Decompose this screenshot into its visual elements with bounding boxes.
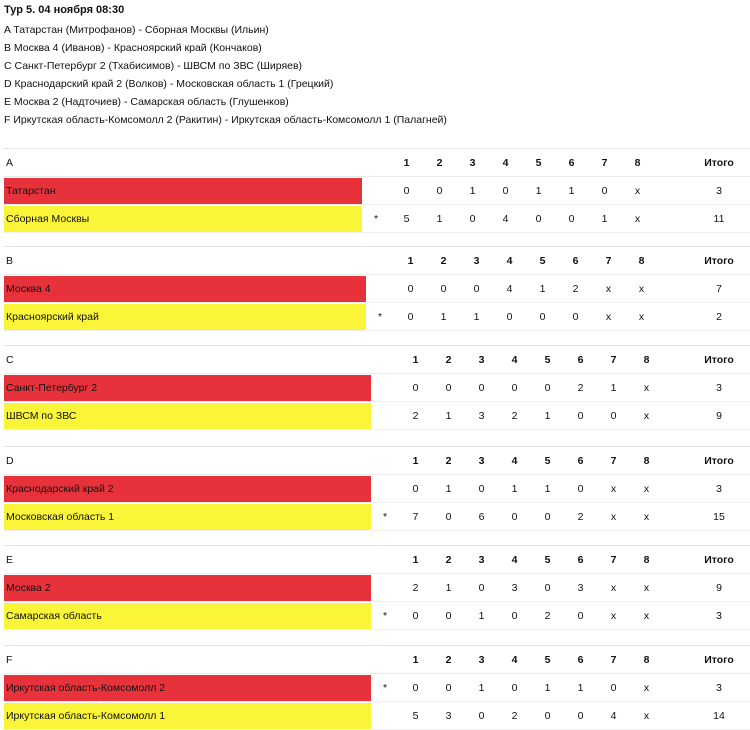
column-header-5: 5 (544, 653, 551, 666)
column-header-1: 1 (412, 454, 419, 467)
score-cell: 0 (445, 609, 452, 622)
score-cell: 4 (506, 282, 513, 295)
team-total: 11 (713, 212, 725, 225)
team-name-cell (4, 475, 371, 502)
score-cell: 0 (535, 212, 542, 225)
column-header-2: 2 (436, 156, 443, 169)
score-cell: 0 (445, 510, 452, 523)
score-cell: x (605, 282, 612, 295)
score-cell: 0 (440, 282, 447, 295)
team-name-cell (4, 402, 371, 429)
table-letter: C (6, 353, 14, 366)
score-cell: 0 (577, 709, 584, 722)
score-cell: 2 (511, 709, 518, 722)
score-cell: 0 (445, 681, 452, 694)
score-cell: 1 (610, 381, 617, 394)
team-name: Московская область 1 (4, 504, 371, 530)
score-cell: 1 (577, 681, 584, 694)
table-letter-cell (4, 646, 371, 673)
team-total: 3 (716, 482, 722, 495)
column-header-8: 8 (643, 553, 650, 566)
score-cell: x (610, 482, 617, 495)
score-cell: x (605, 310, 612, 323)
score-cell: x (643, 482, 650, 495)
column-header-5: 5 (539, 254, 546, 267)
score-cell: 0 (506, 310, 513, 323)
team-row (4, 475, 750, 503)
team-name: Татарстан (4, 178, 362, 204)
column-header-3: 3 (478, 653, 485, 666)
score-cell: 0 (610, 409, 617, 422)
first-move-marker: * (382, 510, 388, 523)
table-header-row (4, 346, 750, 374)
column-header-2: 2 (445, 653, 452, 666)
table-header-row (4, 149, 750, 177)
team-total: 15 (713, 510, 725, 523)
score-cell: 0 (544, 709, 551, 722)
column-header-4: 4 (511, 553, 518, 566)
score-cell: 0 (610, 681, 617, 694)
team-total: 3 (716, 184, 722, 197)
score-cell: 1 (478, 681, 485, 694)
score-cell: 0 (511, 609, 518, 622)
score-table-b (4, 246, 750, 331)
column-header-6: 6 (577, 653, 584, 666)
score-cell: 7 (412, 510, 419, 523)
score-cell: 0 (539, 310, 546, 323)
team-name: Иркутская область-Комсомолл 1 (4, 703, 371, 729)
score-cell: 0 (407, 282, 414, 295)
column-header-7: 7 (610, 454, 617, 467)
score-cell: 0 (478, 482, 485, 495)
score-cell: x (643, 681, 650, 694)
team-row (4, 205, 750, 233)
team-name: Краснодарский край 2 (4, 476, 371, 502)
score-cell: 1 (601, 212, 608, 225)
team-name-cell (4, 574, 371, 601)
team-total: 9 (716, 581, 722, 594)
score-table-a (4, 148, 750, 233)
score-cell: x (643, 409, 650, 422)
score-table-d (4, 446, 750, 531)
score-cell: 0 (469, 212, 476, 225)
table-letter: F (6, 653, 13, 666)
total-column-header: Итого (704, 156, 734, 169)
score-cell: 2 (412, 409, 419, 422)
column-header-2: 2 (445, 454, 452, 467)
first-move-marker: * (382, 609, 388, 622)
score-cell: 1 (544, 409, 551, 422)
score-cell: 1 (535, 184, 542, 197)
round-title: Тур 5. 04 ноября 08:30 (4, 4, 125, 16)
score-cell: 0 (544, 510, 551, 523)
score-cell: 0 (478, 581, 485, 594)
team-name: Красноярский край (4, 304, 366, 330)
table-letter: D (6, 454, 14, 467)
table-letter-cell (4, 346, 371, 373)
score-cell: 3 (445, 709, 452, 722)
score-cell: 0 (577, 609, 584, 622)
score-cell: 1 (445, 581, 452, 594)
score-cell: 0 (601, 184, 608, 197)
score-cell: 3 (478, 409, 485, 422)
match-line-c: C Санкт-Петербург 2 (Тхабисимов) - ШВСМ по ЗВС (Ширяев) (4, 60, 303, 72)
column-header-5: 5 (535, 156, 542, 169)
column-header-4: 4 (506, 254, 513, 267)
team-row (4, 303, 750, 331)
column-header-1: 1 (407, 254, 414, 267)
score-cell: 1 (445, 409, 452, 422)
score-cell: 0 (407, 310, 414, 323)
score-cell: 1 (539, 282, 546, 295)
team-total: 3 (716, 681, 722, 694)
column-header-4: 4 (511, 653, 518, 666)
column-header-7: 7 (605, 254, 612, 267)
column-header-8: 8 (634, 156, 641, 169)
score-cell: x (634, 212, 641, 225)
table-letter-cell (4, 546, 371, 573)
score-cell: x (643, 381, 650, 394)
score-cell: 1 (445, 482, 452, 495)
score-cell: 0 (412, 482, 419, 495)
score-cell: x (610, 510, 617, 523)
match-line-a: A Татарстан (Митрофанов) - Сборная Москвы (Ильин) (4, 24, 269, 36)
score-cell: 2 (577, 510, 584, 523)
table-letter: A (6, 156, 14, 169)
team-total: 3 (716, 381, 722, 394)
score-cell: 0 (511, 381, 518, 394)
score-cell: 3 (511, 581, 518, 594)
team-row (4, 574, 750, 602)
score-cell: x (634, 184, 641, 197)
table-header-row (4, 646, 750, 674)
column-header-2: 2 (440, 254, 447, 267)
column-header-3: 3 (478, 553, 485, 566)
team-name-cell (4, 374, 371, 401)
score-cell: 0 (577, 409, 584, 422)
score-cell: 1 (440, 310, 447, 323)
column-header-1: 1 (412, 653, 419, 666)
column-header-5: 5 (544, 353, 551, 366)
score-table-c (4, 345, 750, 430)
total-column-header: Итого (704, 653, 734, 666)
match-line-e: E Москва 2 (Надточиев) - Самарская область (Глушенков) (4, 96, 289, 108)
first-move-marker: * (382, 681, 388, 694)
score-cell: 1 (436, 212, 443, 225)
score-cell: 6 (478, 510, 485, 523)
column-header-4: 4 (511, 454, 518, 467)
score-cell: 0 (403, 184, 410, 197)
score-cell: 0 (473, 282, 480, 295)
column-header-6: 6 (572, 254, 579, 267)
match-line-d: D Краснодарский край 2 (Волков) - Московская область 1 (Грецкий) (4, 78, 334, 90)
score-cell: x (643, 581, 650, 594)
total-column-header: Итого (704, 454, 734, 467)
score-cell: 2 (577, 381, 584, 394)
score-cell: 3 (577, 581, 584, 594)
first-move-marker: * (373, 212, 379, 225)
score-cell: 0 (478, 709, 485, 722)
team-row (4, 402, 750, 430)
team-name: ШВСМ по ЗВС (4, 403, 371, 429)
column-header-2: 2 (445, 353, 452, 366)
team-total: 14 (713, 709, 725, 722)
team-name: Иркутская область-Комсомолл 2 (4, 675, 371, 701)
team-row (4, 177, 750, 205)
score-cell: x (643, 709, 650, 722)
match-line-b: B Москва 4 (Иванов) - Красноярский край (Кончаков) (4, 42, 262, 54)
total-column-header: Итого (704, 254, 734, 267)
score-cell: 1 (469, 184, 476, 197)
score-cell: 0 (568, 212, 575, 225)
score-cell: 0 (412, 609, 419, 622)
team-total: 2 (716, 310, 722, 323)
column-header-6: 6 (577, 353, 584, 366)
column-header-8: 8 (643, 454, 650, 467)
team-total: 7 (716, 282, 722, 295)
score-cell: 0 (572, 310, 579, 323)
team-row (4, 275, 750, 303)
column-header-6: 6 (577, 454, 584, 467)
column-header-6: 6 (568, 156, 575, 169)
team-name-cell (4, 674, 371, 701)
column-header-5: 5 (544, 553, 551, 566)
column-header-4: 4 (502, 156, 509, 169)
table-letter: B (6, 254, 14, 267)
column-header-6: 6 (577, 553, 584, 566)
score-cell: 1 (544, 681, 551, 694)
team-row (4, 702, 750, 730)
score-cell: 5 (403, 212, 410, 225)
first-move-marker: * (377, 310, 383, 323)
score-cell: 0 (577, 482, 584, 495)
score-cell: 2 (544, 609, 551, 622)
column-header-7: 7 (610, 653, 617, 666)
column-header-8: 8 (643, 653, 650, 666)
score-table-e (4, 545, 750, 630)
score-cell: 2 (412, 581, 419, 594)
column-header-3: 3 (473, 254, 480, 267)
score-cell: 1 (544, 482, 551, 495)
team-row (4, 602, 750, 630)
score-cell: 0 (511, 681, 518, 694)
score-cell: 5 (412, 709, 419, 722)
score-cell: 1 (473, 310, 480, 323)
column-header-7: 7 (610, 553, 617, 566)
team-name-cell (4, 275, 366, 302)
column-header-8: 8 (643, 353, 650, 366)
team-name: Санкт-Петербург 2 (4, 375, 371, 401)
column-header-7: 7 (610, 353, 617, 366)
table-letter: E (6, 553, 14, 566)
score-cell: 0 (436, 184, 443, 197)
column-header-1: 1 (412, 353, 419, 366)
column-header-5: 5 (544, 454, 551, 467)
round-header (0, 0, 750, 129)
score-cell: 2 (572, 282, 579, 295)
team-name: Москва 4 (4, 276, 366, 302)
column-header-2: 2 (445, 553, 452, 566)
table-header-row (4, 546, 750, 574)
team-row (4, 503, 750, 531)
score-cell: x (610, 609, 617, 622)
column-header-3: 3 (469, 156, 476, 169)
score-cell: x (643, 510, 650, 523)
score-cell: x (638, 282, 645, 295)
team-name: Сборная Москвы (4, 206, 362, 232)
total-column-header: Итого (704, 353, 734, 366)
score-cell: 0 (544, 581, 551, 594)
score-cell: 0 (412, 381, 419, 394)
score-table-f (4, 645, 750, 730)
score-cell: 0 (544, 381, 551, 394)
match-line-f: F Иркутская область-Комсомолл 2 (Ракитин) - Иркутская область-Комсомолл 1 (Палагней) (4, 114, 447, 126)
team-total: 3 (716, 609, 722, 622)
score-cell: 1 (511, 482, 518, 495)
score-cell: 0 (412, 681, 419, 694)
column-header-4: 4 (511, 353, 518, 366)
column-header-3: 3 (478, 353, 485, 366)
score-cell: 0 (502, 184, 509, 197)
score-cell: 4 (502, 212, 509, 225)
team-row (4, 674, 750, 702)
team-name-cell (4, 177, 362, 204)
score-cell: 0 (478, 381, 485, 394)
table-header-row (4, 447, 750, 475)
team-name-cell (4, 602, 371, 629)
table-letter-cell (4, 149, 362, 176)
table-letter-cell (4, 247, 366, 274)
score-cell: 4 (610, 709, 617, 722)
team-name-cell (4, 702, 371, 729)
column-header-7: 7 (601, 156, 608, 169)
column-header-8: 8 (638, 254, 645, 267)
team-name-cell (4, 303, 366, 330)
table-letter-cell (4, 447, 371, 474)
team-name: Москва 2 (4, 575, 371, 601)
score-cell: 0 (445, 381, 452, 394)
score-cell: x (643, 609, 650, 622)
table-header-row (4, 247, 750, 275)
column-header-1: 1 (412, 553, 419, 566)
team-name-cell (4, 205, 362, 232)
score-cell: 2 (511, 409, 518, 422)
column-header-3: 3 (478, 454, 485, 467)
column-header-1: 1 (403, 156, 410, 169)
team-name: Самарская область (4, 603, 371, 629)
team-name-cell (4, 503, 371, 530)
team-row (4, 374, 750, 402)
score-cell: x (610, 581, 617, 594)
score-cell: 0 (511, 510, 518, 523)
score-cell: x (638, 310, 645, 323)
total-column-header: Итого (704, 553, 734, 566)
score-cell: 1 (478, 609, 485, 622)
score-cell: 1 (568, 184, 575, 197)
team-total: 9 (716, 409, 722, 422)
